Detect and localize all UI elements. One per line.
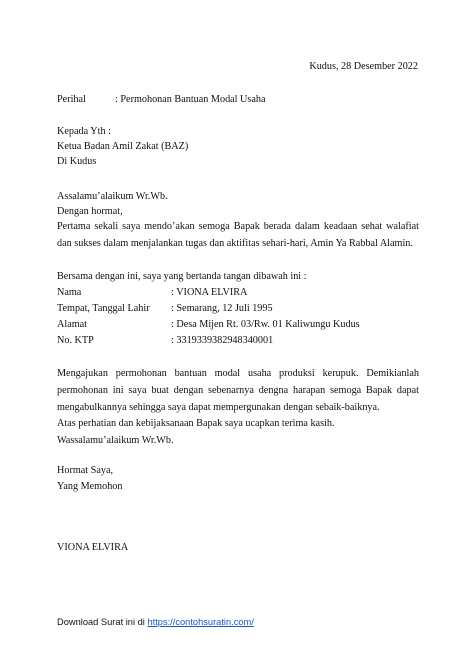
identity-row (57, 301, 419, 317)
thanks-line: Atas perhatian dan kebijaksanaan Bapak saya ucapkan terima kasih. (57, 418, 335, 430)
intro-text: Bersama dengan ini, saya yang bertanda tangan dibawah ini : (57, 271, 307, 282)
identity-row (57, 285, 419, 301)
footer (57, 615, 254, 630)
recipient-line: Ketua Badan Amil Zakat (BAZ) (57, 141, 189, 152)
signature-name: VIONA ELVIRA (57, 542, 129, 553)
identity-value: : Semarang, 12 Juli 1995 (171, 303, 273, 314)
recipient-line: Kepada Yth : (57, 126, 111, 137)
closing-block (57, 463, 419, 495)
greeting: Assalamu’alaikum Wr.Wb. (57, 191, 168, 202)
recipient-line: Di Kudus (57, 156, 97, 167)
intro-line (57, 269, 419, 285)
identity-row (57, 317, 419, 333)
identity-value: : Desa Mijen Rt. 03/Rw. 01 Kaliwungu Kudus (171, 319, 360, 330)
identity-label: Tempat, Tanggal Lahir (57, 303, 150, 314)
subject-value: : Permohonan Bantuan Modal Usaha (115, 94, 266, 105)
opening-block (57, 189, 419, 252)
subject-label: Perihal (57, 94, 86, 105)
identity-label: Nama (57, 287, 82, 298)
identity-label: No. KTP (57, 335, 94, 346)
body-block (57, 366, 419, 449)
identity-value: : VIONA ELVIRA (171, 287, 248, 298)
identity-value: : 3319339382948340001 (171, 335, 274, 346)
identity-label: Alamat (57, 319, 87, 330)
footer-text: Download Surat ini di (57, 617, 148, 627)
opening-paragraph: Pertama sekali saya mendo’akan semoga Bapak berada dalam keadaan sehat walafiat dan sukses dalam menjalankan tugas dan aktifitas sehari-hari, Amin Ya Rabbal Alamin. (57, 221, 419, 249)
salutation: Dengan hormat, (57, 206, 123, 217)
body-paragraph: Mengajukan permohonan bantuan modal usaha produksi kerupuk. Demikianlah permohonan ini saya buat dengan sebenarnya dengna harapan semoga Bapak dapat mengabulkannya sehingga saya dapat mempergunakan dengan sebaik-baiknya. (57, 368, 419, 413)
closing-line: Hormat Saya, (57, 465, 114, 476)
identity-row (57, 333, 419, 349)
letter-date: Kudus, 28 Desember 2022 (309, 61, 418, 72)
closing-line: Yang Memohon (57, 481, 123, 492)
footer-link[interactable]: https://contohsuratin.com/ (147, 617, 254, 627)
recipient-block (57, 124, 419, 169)
closing-greeting: Wassalamu’alaikum Wr.Wb. (57, 434, 174, 446)
identity-block (57, 269, 419, 349)
